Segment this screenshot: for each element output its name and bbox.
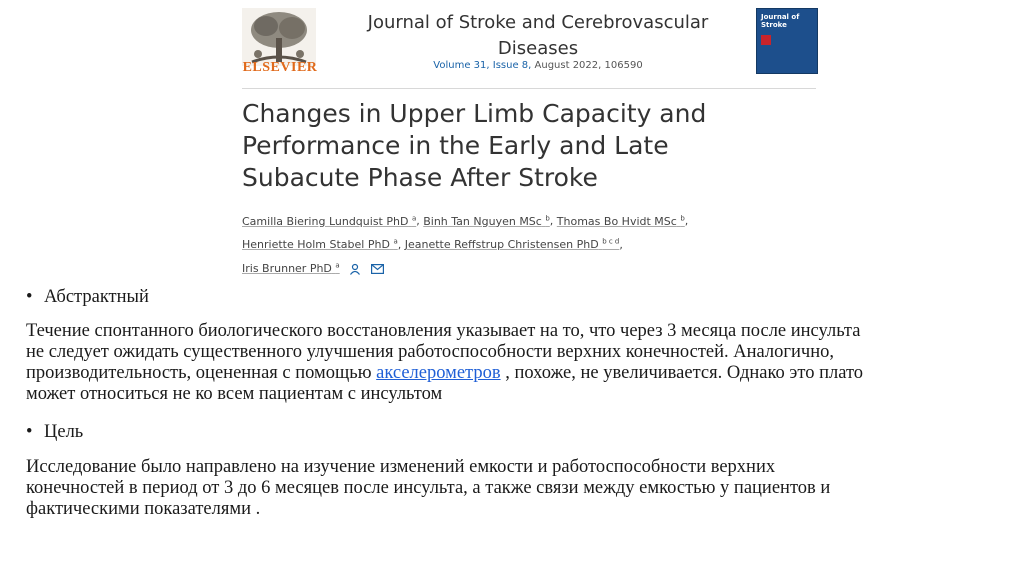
person-icon[interactable]: [349, 263, 361, 275]
journal-issue: [338, 60, 738, 71]
bullet-icon: •: [26, 287, 33, 307]
issue-volume-link[interactable]: Volume 31, Issue 8,: [433, 60, 532, 71]
paragraph-line: Исследование было направлено на изучение изменений емкости и работоспособности верхних: [26, 457, 776, 477]
aim-heading: • Цель: [26, 422, 84, 442]
abstract-heading: • Абстрактный: [26, 287, 149, 307]
author-line: [242, 255, 802, 279]
article-title: [242, 98, 802, 194]
journal-title-line: Journal of Stroke and Cerebrovascular: [367, 12, 709, 33]
publisher-name: ELSEVIER: [242, 60, 318, 75]
email-icon[interactable]: [371, 264, 384, 274]
paragraph-line: не следует ожидать существенного улучшения работоспособности верхних конечностей. Аналогично,: [26, 342, 834, 362]
title-line: Subacute Phase After Stroke: [242, 163, 598, 192]
paragraph-line: может относиться не ко всем пациентам с инсультом: [26, 384, 443, 404]
bullet-icon: •: [26, 422, 33, 442]
paragraph-line: конечностей в период от 3 до 6 месяцев после инсульта, а также связи между емкостью у пациентов и: [26, 478, 831, 498]
aim-paragraph: [26, 457, 986, 520]
issue-date: August 2022, 106590: [531, 60, 643, 71]
paragraph-line: производительность, оцененная с помощью акселерометров , похоже, не увеличивается. Однако это плато: [26, 363, 864, 383]
paragraph-line: фактическими показателями .: [26, 499, 261, 519]
author-link[interactable]: Camilla Biering Lundquist PhD $^a$: [242, 214, 417, 228]
title-line: Changes in Upper Limb Capacity and: [242, 99, 707, 128]
header-divider: [242, 88, 816, 89]
journal-header: [238, 0, 818, 88]
journal-title-line: Diseases: [497, 38, 579, 59]
author-link[interactable]: Henriette Holm Stabel PhD $^a$: [242, 237, 398, 252]
title-line: Performance in the Early and Late: [242, 131, 669, 160]
author-line: Camilla Biering Lundquist PhD $^a$, Binh Tan Nguyen MSc $^b$, Thomas Bo Hvidt MSc $^b$,: [242, 214, 689, 228]
author-line: Henriette Holm Stabel PhD $^a$, Jeanette Reffstrup Christensen PhD $^{b c d}$,: [242, 237, 623, 252]
author-link[interactable]: Binh Tan Nguyen MSc $^b$: [423, 214, 550, 228]
accelerometer-link[interactable]: акселерометров: [376, 363, 501, 383]
journal-cover-thumbnail[interactable]: [756, 8, 818, 74]
cover-accent: [761, 35, 771, 45]
abstract-paragraph: [26, 321, 986, 405]
author-list: [242, 208, 802, 279]
author-link[interactable]: Jeanette Reffstrup Christensen PhD $^{b c d}$: [404, 237, 620, 252]
paragraph-line: Течение спонтанного биологического восстановления указывает на то, что через 3 месяца после инсульта: [26, 321, 861, 341]
author-link[interactable]: Iris Brunner PhD $^a$: [242, 261, 340, 275]
cover-title: Journal of Stroke: [761, 13, 800, 29]
author-link[interactable]: Thomas Bo Hvidt MSc $^b$: [556, 214, 685, 228]
journal-title[interactable]: [338, 10, 738, 62]
